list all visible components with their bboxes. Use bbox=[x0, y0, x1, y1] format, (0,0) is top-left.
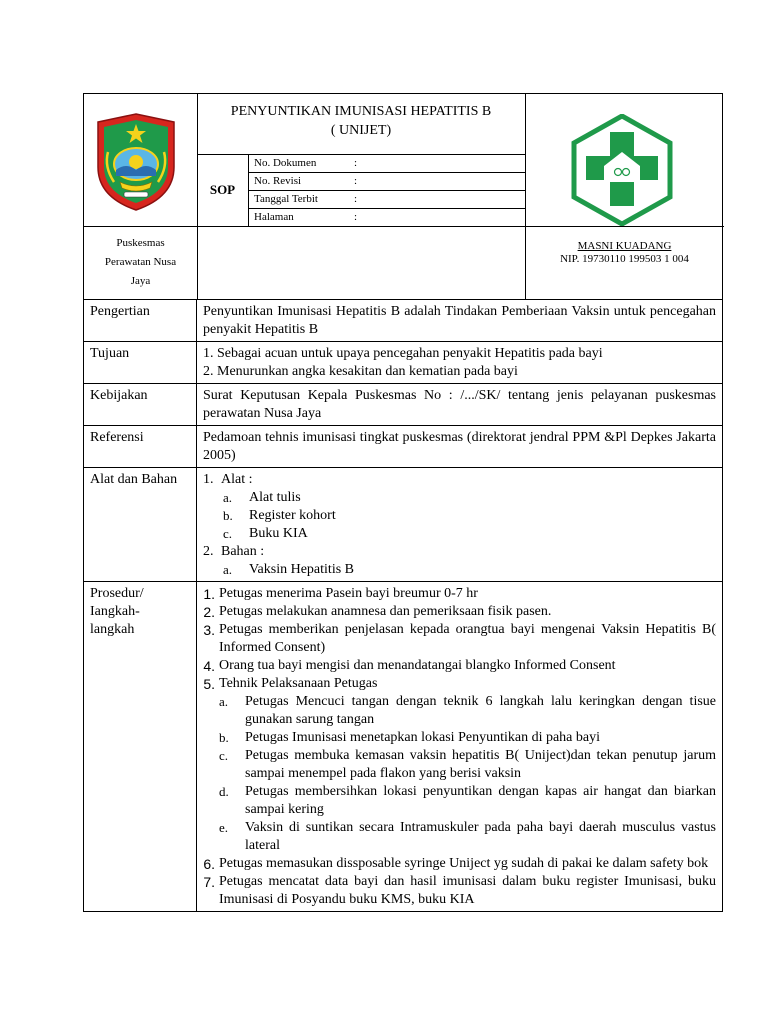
puskesmas-line: Perawatan Nusa bbox=[104, 256, 177, 268]
sub-list-item: b. Register kohort bbox=[223, 508, 336, 523]
doc-field-row bbox=[254, 208, 357, 226]
document-title bbox=[197, 102, 525, 140]
sub-list-item: c. Buku KIA bbox=[223, 526, 308, 541]
list-item: 1. Alat : bbox=[203, 472, 253, 487]
row-label: Pengertian bbox=[84, 300, 197, 341]
doc-field-row bbox=[254, 172, 357, 190]
list-item: 1. Sebagai acuan untuk upaya pencegahan penyakit Hepatitis pada bayi bbox=[203, 346, 603, 361]
puskesmas-line: Puskesmas bbox=[116, 237, 165, 249]
regional-emblem-icon bbox=[94, 112, 178, 212]
procedure-step: 2. Petugas melakukan anamnesa dan pemeriksaan fisik pasen. bbox=[203, 604, 552, 620]
doc-field-label: Tanggal Terbit bbox=[254, 193, 318, 205]
row-label: Referensi bbox=[84, 426, 197, 467]
sub-list-item: a. Vaksin Hepatitis B bbox=[223, 562, 354, 577]
row-referensi bbox=[84, 426, 722, 468]
procedure-step: 1. Petugas menerima Pasein bayi breumur 0-7 hr bbox=[203, 586, 478, 602]
row-label: Kebijakan bbox=[84, 384, 197, 425]
signature-block bbox=[525, 240, 724, 266]
row-content bbox=[197, 582, 722, 911]
row-prosedur bbox=[84, 582, 722, 911]
doc-field-label: Halaman bbox=[254, 211, 294, 223]
list-item: 2. Menurunkan angka kesakitan dan kematian pada bayi bbox=[203, 364, 518, 379]
sub-list-item: a. Alat tulis bbox=[223, 490, 301, 505]
row-content: Penyuntikan Imunisasi Hepatitis B adalah Tindakan Pemberiaan Vaksin untuk pencegahan penyakit Hepatitis B bbox=[203, 304, 716, 337]
procedure-substep: b. Petugas Imunisasi menetapkan lokasi Penyuntikan di paha bayi bbox=[219, 730, 600, 745]
row-label: Alat dan Bahan bbox=[84, 468, 197, 581]
title-line-2: ( UNIJET) bbox=[330, 123, 392, 138]
procedure-substep: c. Petugas membuka kemasan vaksin hepatitis B( Uniject)dan tekan penutup jarum sampai menempel pada flakon yang berisi vaksin bbox=[219, 748, 716, 781]
row-tujuan bbox=[84, 342, 722, 384]
puskesmas-name bbox=[84, 234, 197, 291]
procedure-step: 3. Petugas memberikan penjelasan kepada orangtua bayi mengenai Vaksin Hepatitis B( Informed Consent) bbox=[203, 622, 716, 655]
procedure-substep: e. Vaksin di suntikan secara Intramuskuler pada paha bayi daerah musculus vastus lateral bbox=[219, 820, 716, 853]
row-content: Surat Keputusan Kepala Puskesmas No : /.../SK/ tentang jenis pelayanan puskesmas perawatan Nusa Jaya bbox=[203, 388, 716, 421]
doc-field-label: No. Revisi bbox=[254, 175, 302, 187]
signer-nip: NIP. 19730110 199503 1 004 bbox=[560, 253, 689, 265]
row-content bbox=[197, 468, 722, 581]
puskesmas-line: Jaya bbox=[130, 275, 151, 287]
procedure-step: 6. Petugas memasukan dissposable syringe Uniject yg sudah di pakai ke dalam safety bok bbox=[203, 856, 709, 872]
label-line: Prosedur/ bbox=[90, 586, 144, 601]
procedure-substep: d. Petugas membersihkan lokasi penyuntikan dengan kapas air hangat dan biarkan sampai kering bbox=[219, 784, 716, 817]
doc-field-label: No. Dokumen bbox=[254, 157, 317, 169]
puskesmas-logo-icon bbox=[570, 114, 674, 226]
procedure-substep: a. Petugas Mencuci tangan dengan teknik 6 langkah lalu keringkan dengan tisue gunakan sarung tangan bbox=[219, 694, 716, 727]
row-label bbox=[84, 582, 197, 911]
list-item: 2. Bahan : bbox=[203, 544, 265, 559]
row-pengertian bbox=[84, 300, 722, 342]
doc-field-row bbox=[254, 190, 357, 208]
row-content: Pedamoan tehnis imunisasi tingkat puskesmas (direktorat jendral PPM &Pl Depkes Jakarta 2005) bbox=[203, 430, 716, 463]
row-kebijakan bbox=[84, 384, 722, 426]
doc-field-value: : bbox=[354, 193, 358, 205]
doc-field-value: : bbox=[354, 157, 358, 169]
row-content bbox=[197, 342, 722, 383]
title-line-1: PENYUNTIKAN IMUNISASI HEPATITIS B bbox=[230, 104, 492, 119]
label-line: langkah bbox=[90, 622, 135, 637]
row-label: Tujuan bbox=[84, 342, 197, 383]
sop-table bbox=[83, 93, 723, 912]
doc-field-value: : bbox=[354, 211, 358, 223]
doc-field-value: : bbox=[354, 175, 358, 187]
label-line: Iangkah- bbox=[90, 604, 140, 619]
sop-label: SOP bbox=[209, 182, 236, 197]
row-alat-bahan bbox=[84, 468, 722, 582]
doc-field-row bbox=[254, 154, 357, 172]
procedure-step: 5. Tehnik Pelaksanaan Petugas bbox=[203, 676, 378, 692]
procedure-step: 7. Petugas mencatat data bayi dan hasil imunisasi dalam buku register Imunisasi, buku Imunisasi di Posyandu buku KMS, buku KIA bbox=[203, 874, 716, 907]
procedure-step: 4. Orang tua bayi mengisi dan menandatangai blangko Informed Consent bbox=[203, 658, 616, 674]
sop-header bbox=[84, 94, 722, 300]
signer-name: MASNI KUADANG bbox=[577, 240, 672, 252]
